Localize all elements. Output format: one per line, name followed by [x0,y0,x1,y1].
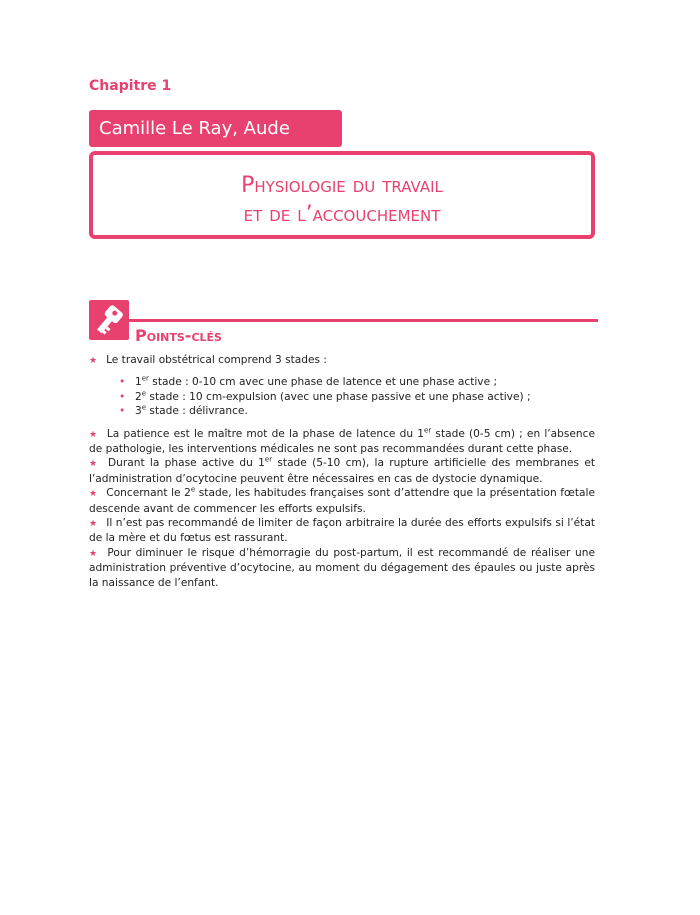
key-points-rule [129,319,598,322]
stage-item: • 1er stade : 0-10 cm avec une phase de latence et une phase active ; [119,375,595,389]
key-point: ★ Pour diminuer le risque d’hémorragie du post-partum, il est recommandé de réaliser une administration préventive d’ocytocine, au moment du dégagement des épaules ou juste après la naissance de l’enfant. [89,546,595,589]
key-point-text: Le travail obstétrical comprend 3 stades : [106,354,327,366]
key-points-heading: Points-clés [135,326,222,345]
stages-list [119,375,595,418]
key-point: ★ Il n’est pas recommandé de limiter de façon arbitraire la durée des efforts expulsifs si l’état de la mère et du fœtus est rassurant. [89,517,595,545]
chapter-title-line-2: et de l’accouchement [243,202,441,227]
star-bullet-icon: ★ [89,519,98,530]
star-bullet-icon: ★ [89,356,98,366]
key-point: ★ Concernant le 2e stade, les habitudes françaises sont d’attendre que la présentation fœtale descende avant de commencer les efforts expulsifs. [89,485,595,515]
key-points-list [89,353,595,590]
star-bullet-icon: ★ [89,548,99,559]
star-bullet-icon: ★ [89,459,100,470]
key-icon [89,300,129,340]
chapter-label: Chapitre 1 [89,78,172,94]
star-bullet-icon: ★ [89,489,98,500]
key-point: ★ La patience est le maître mot de la phase de latence du 1er stade (0-5 cm) ; en l’absence de pathologie, les interventions médicales ne sont pas recommandées durant cette phase. [89,426,595,456]
chapter-title-line-1: Physiologie du travail [241,173,443,198]
key-point: ★ Durant la phase active du 1er stade (5-10 cm), la rupture artificielle des membranes et l’administration d’ocytocine peuvent être nécessaires en cas de dystocie dynamique. [89,455,595,485]
chapter-title-box [89,151,595,239]
stage-item: • 2e stade : 10 cm-expulsion (avec une phase passive et une phase active) ; [119,390,595,404]
authors-banner: Camille Le Ray, Aude Girault [89,110,342,147]
key-point [89,353,595,368]
stage-item: • 3e stade : délivrance. [119,404,595,418]
star-bullet-icon: ★ [89,429,98,440]
